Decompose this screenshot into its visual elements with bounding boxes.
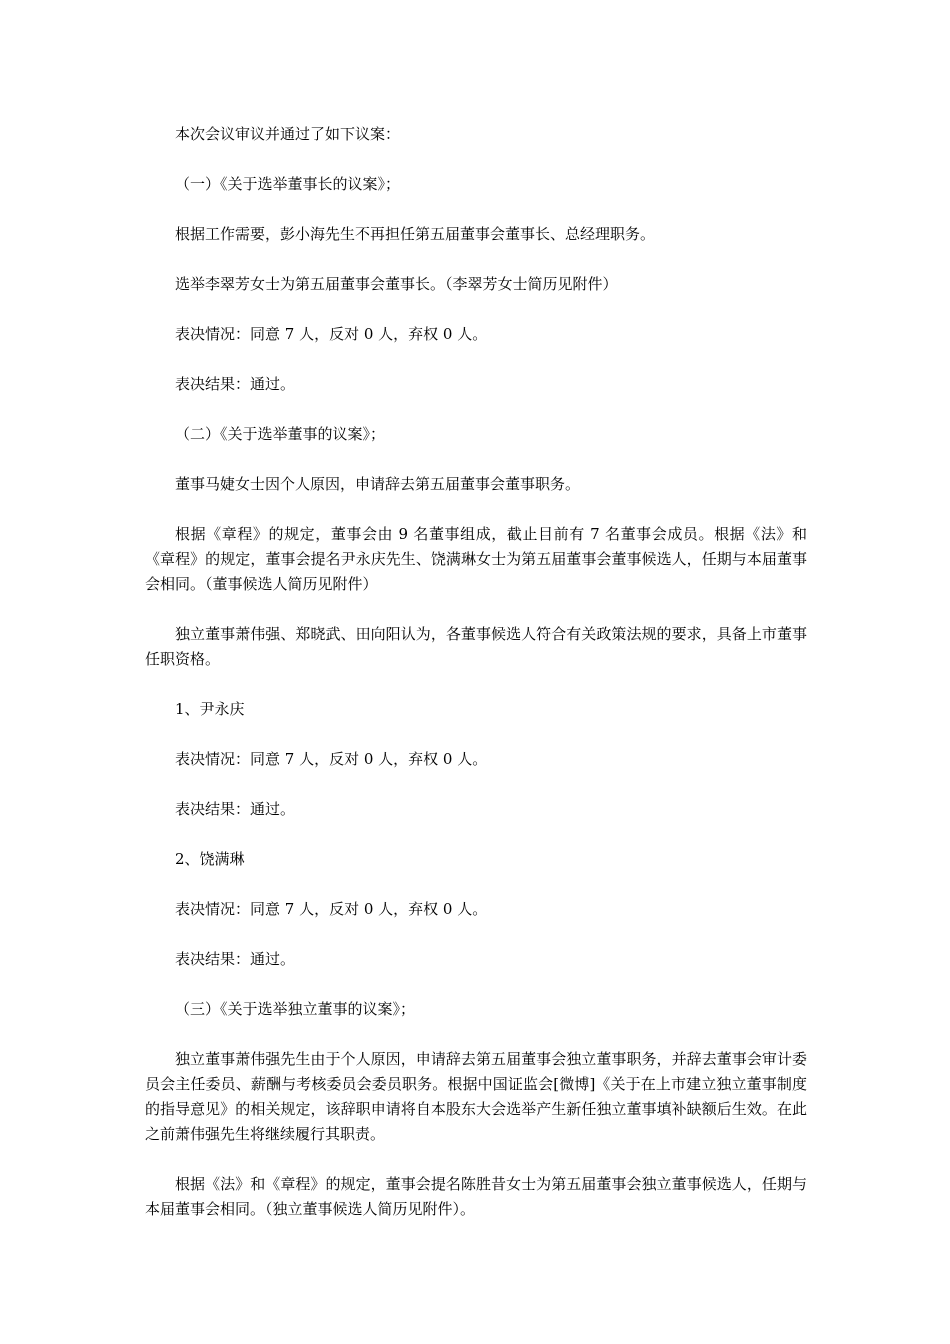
intro-paragraph: 本次会议审议并通过了如下议案： bbox=[175, 125, 401, 143]
candidate-1-result: 表决结果：通过。 bbox=[175, 800, 296, 818]
motion-1-vote: 表决情况：同意 7 人，反对 0 人，弃权 0 人。 bbox=[175, 325, 488, 343]
motion-2-nomination: 根据《章程》的规定，董事会由 9 名董事组成，截止目前有 7 名董事会成员。根据《法》和《章程》的规定，董事会提名尹永庆先生、饶满琳女士为第五届董事会董事候选人，任期与本届董事会相同。（董事候选人简历见附件） bbox=[145, 525, 807, 593]
motion-1-heading: （一）《关于选举董事长的议案》； bbox=[175, 175, 401, 193]
candidate-2-vote: 表决情况：同意 7 人，反对 0 人，弃权 0 人。 bbox=[175, 900, 488, 918]
candidate-1-name: 1、尹永庆 bbox=[175, 700, 245, 718]
motion-2-resignation: 董事马婕女士因个人原因，申请辞去第五届董事会董事职务。 bbox=[175, 475, 581, 493]
candidate-2-result: 表决结果：通过。 bbox=[175, 950, 296, 968]
motion-2-heading: （二）《关于选举董事的议案》； bbox=[175, 425, 386, 443]
motion-3-nomination: 根据《法》和《章程》的规定，董事会提名陈胜昔女士为第五届董事会独立董事候选人，任期与本届董事会相同。（独立董事候选人简历见附件）。 bbox=[145, 1175, 807, 1218]
motion-3-heading: （三）《关于选举独立董事的议案》； bbox=[175, 1000, 416, 1018]
document-body bbox=[145, 122, 807, 1247]
motion-1-reason: 根据工作需要，彭小海先生不再担任第五届董事会董事长、总经理职务。 bbox=[175, 225, 656, 243]
motion-1-election: 选举李翠芳女士为第五届董事会董事长。（李翠芳女士简历见附件） bbox=[175, 275, 618, 293]
motion-3-resignation: 独立董事萧伟强先生由于个人原因，申请辞去第五届董事会独立董事职务，并辞去董事会审计委员会主任委员、薪酬与考核委员会委员职务。根据中国证监会[微博]《关于在上市建立独立董事制度的指导意见》的相关规定，该辞职申请将自本股东大会选举产生新任独立董事填补缺额后生效。在此之前萧伟强先生将继续履行其职责。 bbox=[145, 1050, 807, 1143]
motion-2-independent-opinion: 独立董事萧伟强、郑晓武、田向阳认为，各董事候选人符合有关政策法规的要求，具备上市董事任职资格。 bbox=[145, 625, 807, 668]
motion-1-result: 表决结果：通过。 bbox=[175, 375, 296, 393]
candidate-2-name: 2、饶满琳 bbox=[175, 850, 245, 868]
candidate-1-vote: 表决情况：同意 7 人，反对 0 人，弃权 0 人。 bbox=[175, 750, 488, 768]
